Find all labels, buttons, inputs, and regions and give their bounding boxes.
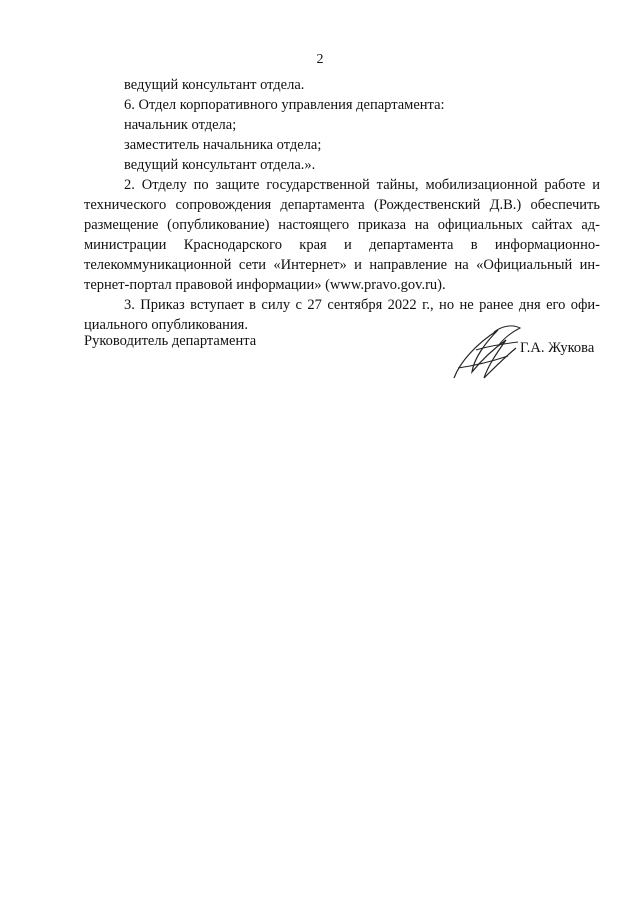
paragraph-2-line: министрации Краснодарского края и департамента в информационно- xyxy=(84,237,600,253)
document-body xyxy=(84,75,600,335)
text-line: начальник отдела; xyxy=(124,117,237,133)
paragraph-3-line: циального опубликования. xyxy=(84,317,248,333)
text-line: ведущий консультант отдела. xyxy=(124,77,305,93)
paragraph-3-line: 3. Приказ вступает в силу с 27 сентября 2022 г., но не ранее дня его офи- xyxy=(124,297,600,313)
signature-name: Г.А. Жукова xyxy=(520,340,595,356)
paragraph-2-line: телекоммуникационной сети «Интернет» и направление на «Официальный ин- xyxy=(84,257,600,273)
text-line: заместитель начальника отдела; xyxy=(124,137,322,153)
page-number: 2 xyxy=(316,52,324,67)
paragraph-2-line: 2. Отделу по защите государственной тайны, мобилизационной работе и xyxy=(124,177,600,193)
text-line: 6. Отдел корпоративного управления департамента: xyxy=(124,97,445,113)
paragraph-2-line: размещение (опубликование) настоящего приказа на официальных сайтах ад- xyxy=(84,217,600,233)
signature-position: Руководитель департамента xyxy=(84,333,257,349)
paragraph-2-line: технического сопровождения департамента (Рождественский Д.В.) обеспечить xyxy=(84,197,600,213)
paragraph-2-line: тернет-портал правовой информации» (www.pravo.gov.ru). xyxy=(84,277,446,293)
text-line: ведущий консультант отдела.». xyxy=(124,157,316,173)
